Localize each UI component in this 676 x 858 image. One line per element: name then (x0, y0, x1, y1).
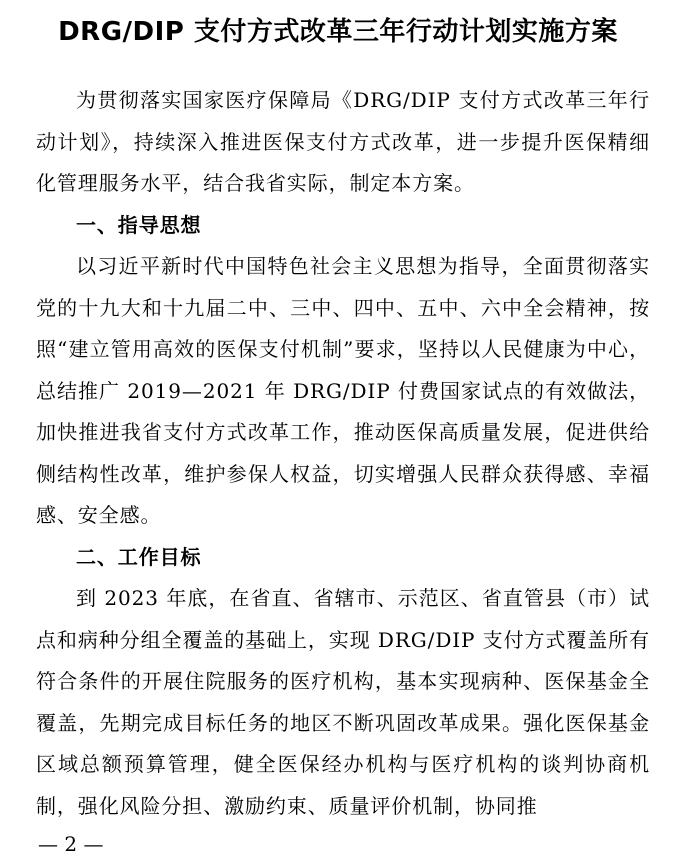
section-heading-work-goals: 二、工作目标 (76, 544, 202, 569)
intro-paragraph: 为贯彻落实国家医疗保障局《DRG/DIP 支付方式改革三年行动计划》，持续深入推进医保支付方式改革，进一步提升医保精细化管理服务水平，结合我省实际，制定本方案。 (36, 88, 650, 195)
guiding-ideology-paragraph: 以习近平新时代中国特色社会主义思想为指导，全面贯彻落实党的十九大和十九届二中、三中、四中、五中、六中全会精神，按照“建立管用高效的医保支付机制”要求，坚持以人民健康为中心，总结推广 2019—2021 年 DRG/DIP 付费国家试点的有效做法，加快推进我省支付方式改革工作，推动医保高质量发展，促进供给侧结构性改革，维护参保人权益，切实增强人民群众获得感、幸福感、安全感。 (36, 254, 650, 527)
work-goals-paragraph: 到 2023 年底，在省直、省辖市、示范区、省直管县（市）试点和病种分组全覆盖的基础上，实现 DRG/DIP 支付方式覆盖所有符合条件的开展住院服务的医疗机构，基本实现病种、医保基金全覆盖，先期完成目标任务的地区不断巩固改革成果。强化医保基金区域总额预算管理，健全医保经办机构与医疗机构的谈判协商机制，强化风险分担、激励约束、质量评价机制，协同推 (36, 586, 650, 818)
section-heading-guiding-ideology: 一、指导思想 (76, 212, 202, 237)
page-number: — 2 — (38, 832, 104, 856)
document-title: DRG/DIP 支付方式改革三年行动计划实施方案 (58, 17, 618, 47)
document-body (36, 80, 650, 827)
